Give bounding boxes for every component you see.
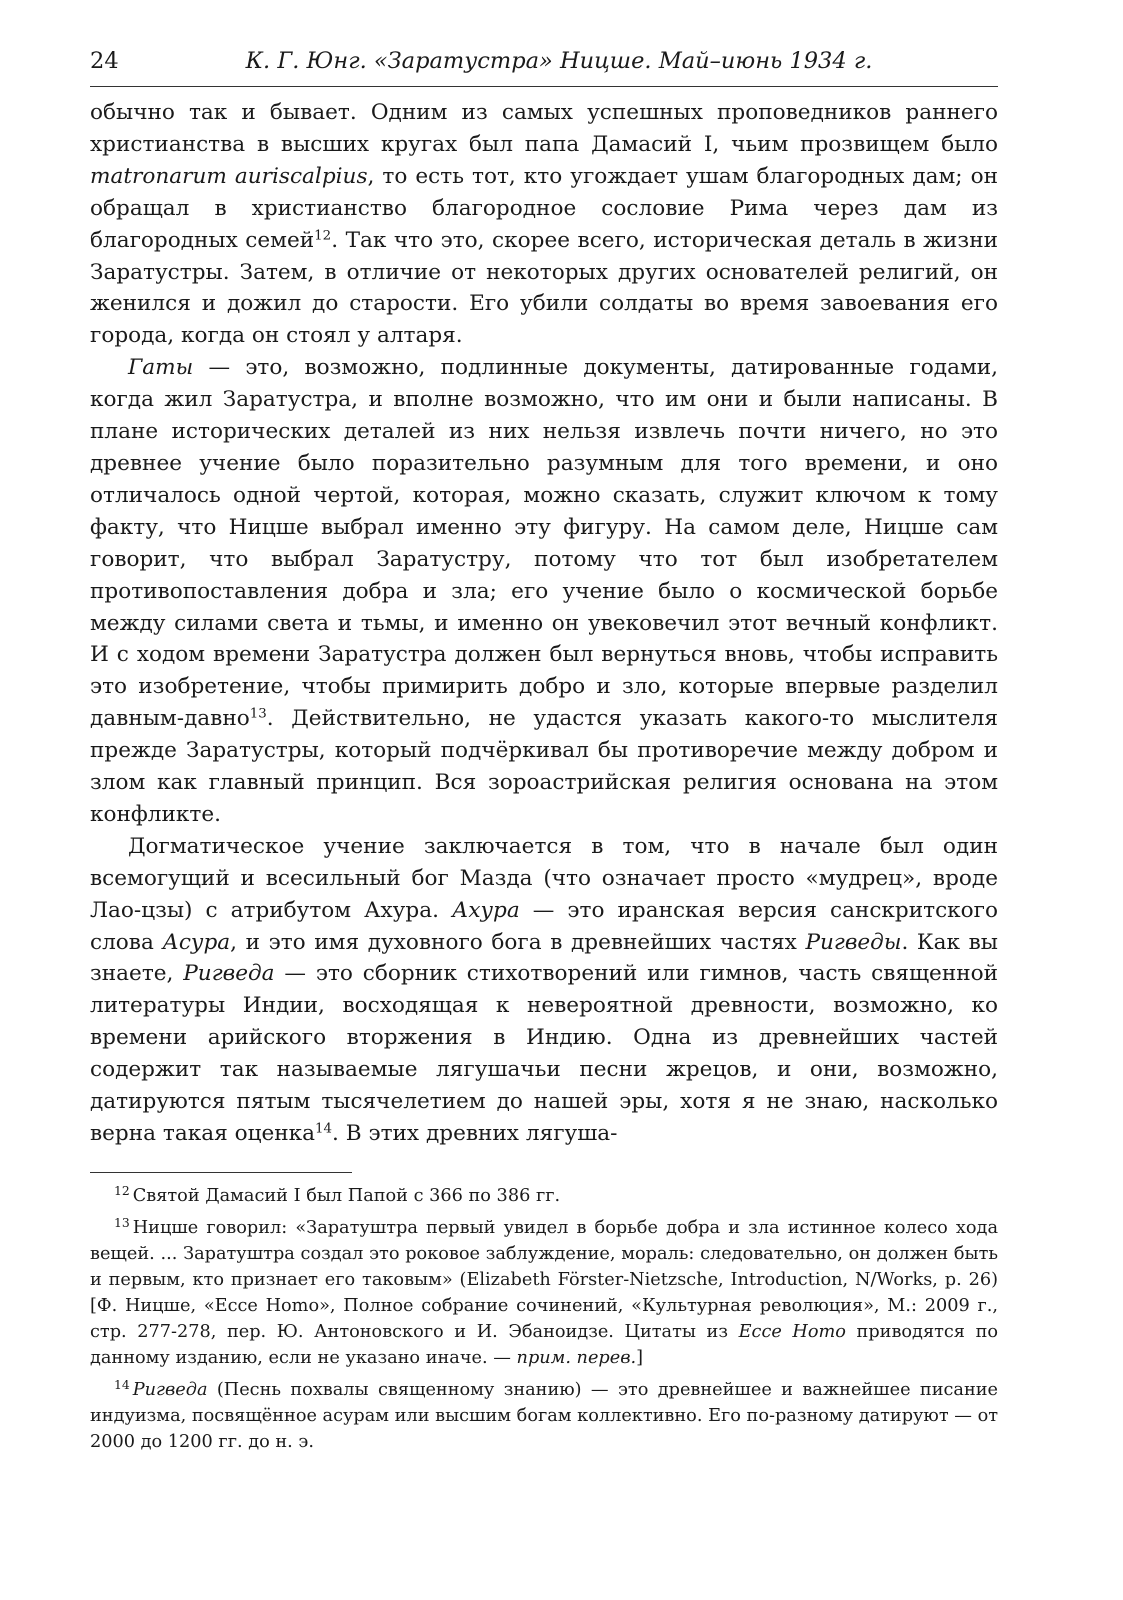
paragraph-2 — [90, 352, 998, 831]
footnote-text-a: Ницше говорил: «Заратуштра первый увидел в борьбе добра и зла истинное колесо хода вещей. ... Заратуштра создал это роковое заблуждение, мораль: следовательно, он должен быть и первым, кто признает его таковым» (Elizabeth Förster-Nietzsche, Introduction, N/Works, p. 26) [Ф. Ницше, «Ecce Homo», Полное собрание сочинений, «Культурная революция», М.: 2009 г., стр. 277-278, пер. Ю. Антоновского и И. Эбаноидзе. Цитаты из — [90, 1217, 998, 1342]
footnotes — [90, 1183, 998, 1455]
translator-note: прим. перев. — [516, 1347, 637, 1368]
book-page — [90, 48, 998, 1461]
footnote-ref-13[interactable]: 13 — [249, 706, 267, 722]
footnote-divider — [90, 1172, 352, 1173]
term-rigveda: Ригведа — [183, 961, 275, 987]
footnote-14 — [90, 1377, 998, 1455]
latin-nickname: matronarum auriscalpius — [90, 163, 368, 189]
term-rigveda-footnote: Ригведа — [132, 1379, 208, 1400]
paragraph-1-text-c: , то есть тот, кто угождает ушам благородных дам; он обращал в христианство благородное сословие Рима через дам из благородных семей — [90, 163, 998, 253]
main-text — [90, 97, 998, 1150]
paragraph-2-text-b: — это, возможно, подлинные документы, датированные годами, когда жил Заратустра, и вполне возможно, что им они и были написаны. В плане исторических деталей из них нельзя извлечь почти ничего, но это древнее учение было поразительно разумным для того времени, и оно отличалось одной чертой, которая, можно сказать, служит ключом к тому факту, что Ницше выбрал именно эту фигуру. На самом деле, Ницше сам говорит, что выбрал Заратустру, потому что тот был изобретателем противопоставления добра и зла; его учение было о космической борьбе между силами света и тьмы, и именно он увековечил этот вечный конфликт. И с ходом времени Заратустра должен был вернуться вновь, чтобы исправить это изобретение, чтобы примирить добро и зло, которые впервые разделил давным-давно — [90, 355, 998, 732]
term-ahura: Ахура — [451, 897, 520, 923]
footnote-13 — [90, 1215, 998, 1371]
running-title: К. Г. Юнг. «Заратустра» Ницше. Май–июнь 1934 г. — [245, 48, 873, 74]
running-header — [90, 48, 998, 87]
term-gathas: Гаты — [128, 355, 194, 381]
footnote-ref-12[interactable]: 12 — [314, 228, 332, 244]
paragraph-2-text-c: . Действительно, не удастся указать какого-то мыслителя прежде Заратустры, который подчёркивал бы противоречие между добром и злом как главный принцип. Вся зороастрийская религия основана на этом конфликте. — [90, 706, 998, 827]
footnote-12 — [90, 1183, 998, 1209]
footnote-text: Святой Дамасий I был Папой с 366 по 386 гг. — [132, 1185, 561, 1206]
paragraph-1-text-a: обычно так и бывает. Одним из самых успешных проповедников раннего христианства в высших кругах был папа Дамасий I, чьим прозвищем было — [90, 100, 998, 157]
paragraph-3-text-i: — это сборник стихотворений или гимнов, часть священной литературы Индии, восходящая к невероятной древности, возможно, ко времени арийского вторжения в Индию. Одна из древнейших частей содержит так называемые лягушачьи песни жрецов, и они, возможно, датируются пятым тысячелетием до нашей эры, хотя я не знаю, насколько верна такая оценка — [90, 961, 999, 1146]
paragraph-3 — [90, 831, 998, 1150]
paragraph-3-text-g: . Как вы знаете, — [90, 929, 998, 987]
paragraph-1 — [90, 97, 998, 352]
paragraph-3-text-a: Догматическое учение заключается в том, что в начале был один всемогущий и всесильный бог Мазда (что означает просто «мудрец», вроде Лао-цзы) с атрибутом Ахура. — [90, 833, 998, 923]
term-asura: Асура — [162, 929, 231, 955]
footnote-text-b: (Песнь похвалы священному знанию) — это древнейшее и важнейшее писание индуизма, посвящённое асурам или высшим богам коллективно. Его по-разному датируют — от 2000 до 1200 гг. до н. э. — [90, 1379, 998, 1452]
term-rigveda-genitive: Ригведы — [805, 929, 902, 955]
footnote-ref-14[interactable]: 14 — [315, 1121, 333, 1137]
footnote-text-c: приводятся по данному изданию, если не указано иначе. — — [90, 1321, 999, 1368]
footnote-text-e: ] — [636, 1347, 644, 1368]
footnote-number: 12 — [114, 1182, 130, 1198]
book-title-ecce-homo: Ecce Homo — [738, 1321, 846, 1342]
paragraph-3-text-e: , и это имя духовного бога в древнейших частях — [230, 929, 806, 955]
paragraph-3-text-j: . В этих древних лягуша- — [332, 1121, 618, 1146]
footnote-number: 14 — [114, 1376, 130, 1392]
paragraph-3-text-c: — это иранская версия санскритского слова — [90, 897, 998, 955]
footnote-number: 13 — [114, 1214, 130, 1230]
paragraph-1-text-d: . Так что это, скорее всего, историческая деталь в жизни Заратустры. Затем, в отличие от некоторых других основателей религий, он женился и дожил до старости. Его убили солдаты во время завоевания его города, когда он стоял у алтаря. — [90, 227, 998, 349]
page-number: 24 — [90, 48, 119, 74]
